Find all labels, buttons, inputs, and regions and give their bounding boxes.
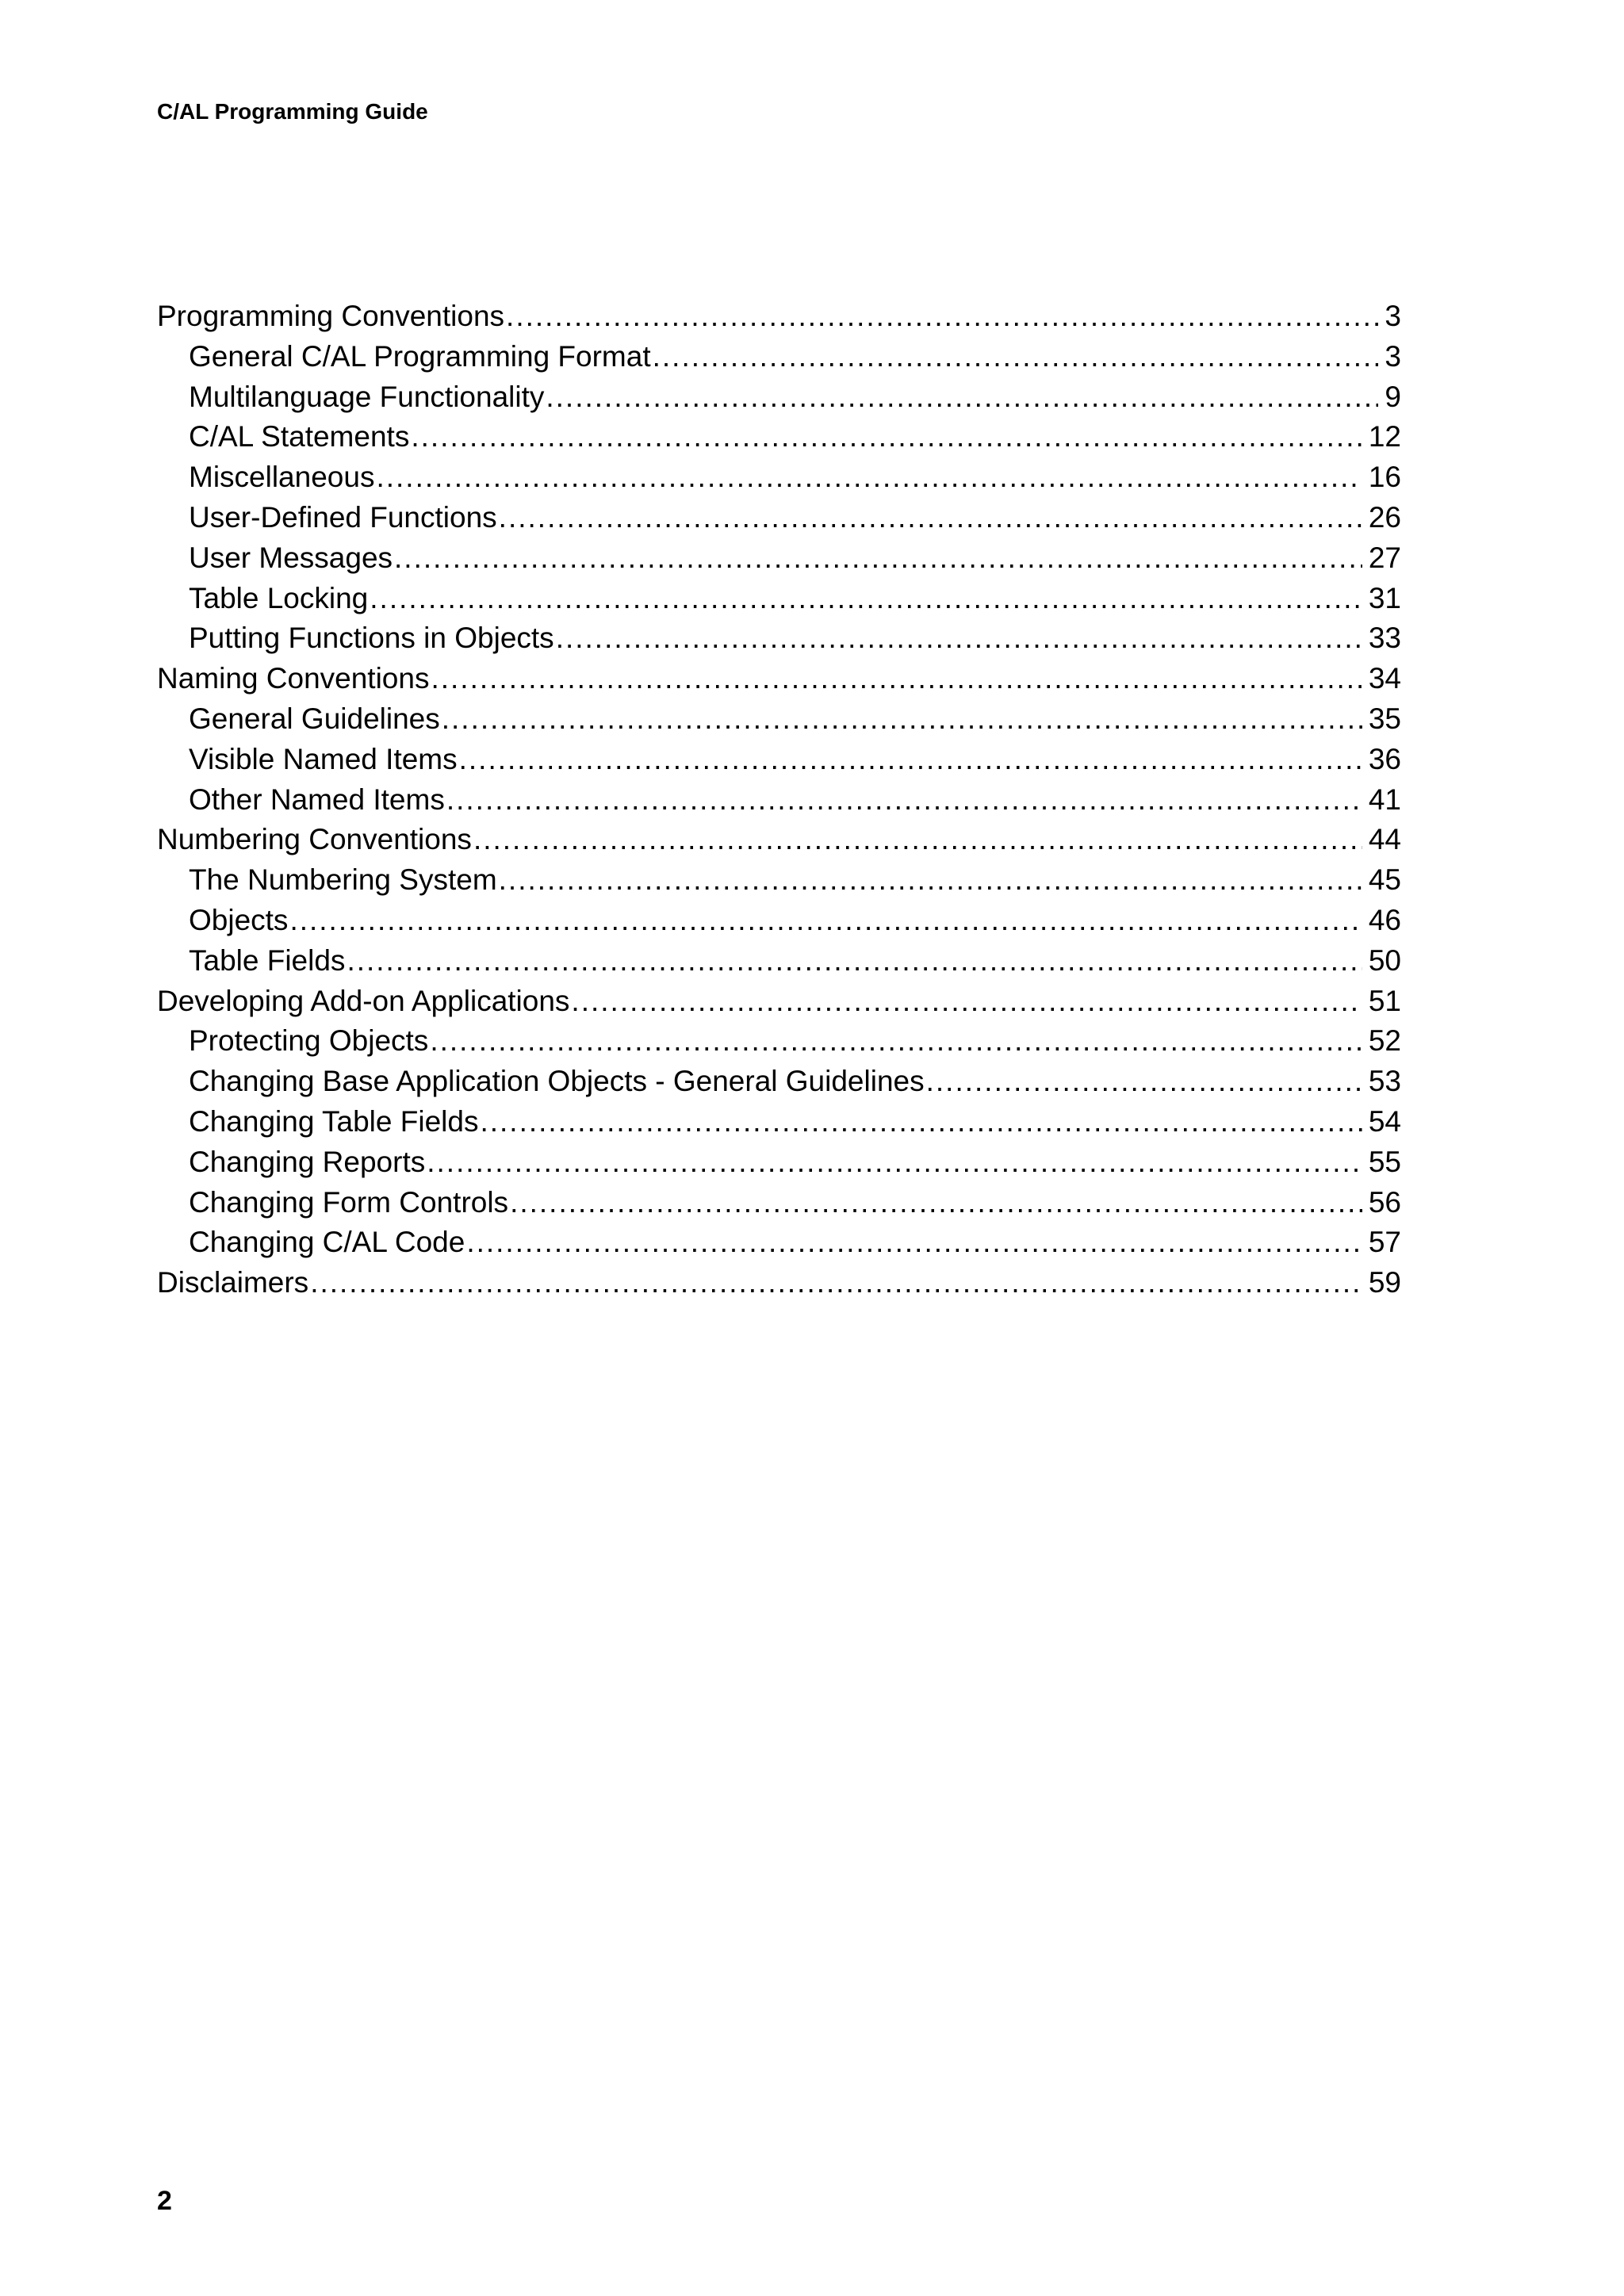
toc-subsection-entry[interactable] <box>157 377 1401 418</box>
toc-entry-page: 3 <box>1385 300 1401 332</box>
toc-entry-page: 57 <box>1368 1226 1401 1259</box>
toc-dot-leader <box>510 1183 1362 1223</box>
toc-entry-title: Miscellaneous <box>189 461 375 494</box>
toc-subsection-entry[interactable] <box>157 337 1401 377</box>
toc-entry-page: 31 <box>1368 581 1401 614</box>
toc-entry-title: Developing Add-on Applications <box>157 984 570 1017</box>
toc-subsection-entry[interactable] <box>157 699 1401 740</box>
toc-entry-title: User Messages <box>189 541 393 574</box>
toc-entry-title: General Guidelines <box>189 702 440 735</box>
toc-dot-leader <box>430 1021 1362 1062</box>
toc-dot-leader <box>480 1102 1362 1142</box>
page-number: 2 <box>157 2186 172 2216</box>
toc-dot-leader <box>546 377 1378 418</box>
toc-entry-page: 34 <box>1368 662 1401 695</box>
toc-entry-title: Programming Conventions <box>157 300 505 332</box>
toc-entry-page: 3 <box>1385 339 1401 373</box>
table-of-contents <box>157 297 1401 1303</box>
toc-entry-page: 12 <box>1368 420 1401 453</box>
toc-subsection-entry[interactable] <box>157 1142 1401 1183</box>
toc-entry-title: Naming Conventions <box>157 662 430 695</box>
toc-entry-page: 56 <box>1368 1185 1401 1219</box>
toc-subsection-entry[interactable] <box>157 457 1401 498</box>
toc-entry-title: Objects <box>189 903 289 936</box>
toc-subsection-entry[interactable] <box>157 1021 1401 1062</box>
toc-entry-page: 33 <box>1368 622 1401 655</box>
toc-entry-title: The Numbering System <box>189 863 497 897</box>
toc-entry-title: Changing Table Fields <box>189 1104 479 1138</box>
toc-entry-page: 36 <box>1368 742 1401 775</box>
toc-entry-title: Protecting Objects <box>189 1024 429 1058</box>
toc-entry-page: 50 <box>1368 943 1401 977</box>
toc-subsection-entry[interactable] <box>157 498 1401 538</box>
toc-dot-leader <box>289 901 1362 941</box>
toc-entry-page: 9 <box>1385 380 1401 413</box>
toc-entry-page: 53 <box>1368 1065 1401 1098</box>
toc-entry-page: 51 <box>1368 984 1401 1017</box>
toc-entry-title: Other Named Items <box>189 783 445 816</box>
toc-dot-leader <box>653 337 1379 377</box>
toc-section-entry[interactable] <box>157 820 1401 860</box>
toc-entry-title: Numbering Conventions <box>157 823 472 856</box>
toc-dot-leader <box>442 699 1362 740</box>
running-header: C/AL Programming Guide <box>157 99 428 124</box>
toc-dot-leader <box>431 659 1362 699</box>
toc-subsection-entry[interactable] <box>157 579 1401 619</box>
toc-dot-leader <box>394 538 1362 579</box>
toc-subsection-entry[interactable] <box>157 740 1401 780</box>
toc-subsection-entry[interactable] <box>157 901 1401 941</box>
toc-dot-leader <box>506 297 1378 337</box>
toc-entry-title: Multilanguage Functionality <box>189 380 545 413</box>
toc-entry-page: 41 <box>1368 783 1401 816</box>
toc-entry-title: Table Fields <box>189 943 346 977</box>
toc-dot-leader <box>370 579 1362 619</box>
toc-dot-leader <box>459 740 1362 780</box>
toc-entry-page: 26 <box>1368 500 1401 534</box>
toc-dot-leader <box>376 457 1362 498</box>
toc-section-entry[interactable] <box>157 982 1401 1022</box>
toc-entry-page: 16 <box>1368 461 1401 494</box>
toc-entry-page: 59 <box>1368 1266 1401 1299</box>
toc-subsection-entry[interactable] <box>157 1183 1401 1223</box>
toc-entry-title: Putting Functions in Objects <box>189 622 554 655</box>
toc-dot-leader <box>571 982 1362 1022</box>
toc-entry-title: Visible Named Items <box>189 742 458 775</box>
toc-entry-title: Table Locking <box>189 581 369 614</box>
toc-dot-leader <box>411 417 1362 457</box>
toc-subsection-entry[interactable] <box>157 417 1401 457</box>
toc-entry-page: 27 <box>1368 541 1401 574</box>
toc-dot-leader <box>926 1062 1362 1102</box>
toc-entry-page: 55 <box>1368 1145 1401 1178</box>
toc-entry-page: 45 <box>1368 863 1401 897</box>
toc-dot-leader <box>310 1263 1362 1303</box>
toc-dot-leader <box>446 780 1362 821</box>
toc-entry-page: 35 <box>1368 702 1401 735</box>
toc-dot-leader <box>427 1142 1362 1183</box>
toc-dot-leader <box>556 618 1362 659</box>
toc-subsection-entry[interactable] <box>157 941 1401 982</box>
toc-subsection-entry[interactable] <box>157 1223 1401 1263</box>
toc-entry-title: Changing Base Application Objects - General Guidelines <box>189 1065 925 1098</box>
toc-entry-title: Changing C/AL Code <box>189 1226 465 1259</box>
toc-dot-leader <box>499 498 1362 538</box>
toc-entry-page: 46 <box>1368 903 1401 936</box>
toc-dot-leader <box>499 860 1362 901</box>
toc-subsection-entry[interactable] <box>157 1102 1401 1142</box>
toc-dot-leader <box>466 1223 1362 1263</box>
toc-entry-title: General C/AL Programming Format <box>189 339 651 373</box>
toc-subsection-entry[interactable] <box>157 538 1401 579</box>
toc-entry-page: 44 <box>1368 823 1401 856</box>
toc-dot-leader <box>347 941 1362 982</box>
toc-section-entry[interactable] <box>157 297 1401 337</box>
toc-dot-leader <box>473 820 1362 860</box>
toc-section-entry[interactable] <box>157 659 1401 699</box>
toc-entry-title: Changing Form Controls <box>189 1185 509 1219</box>
toc-entry-title: User-Defined Functions <box>189 500 497 534</box>
toc-section-entry[interactable] <box>157 1263 1401 1303</box>
toc-entry-title: C/AL Statements <box>189 420 410 453</box>
toc-subsection-entry[interactable] <box>157 1062 1401 1102</box>
toc-entry-page: 54 <box>1368 1104 1401 1138</box>
toc-subsection-entry[interactable] <box>157 780 1401 821</box>
toc-entry-page: 52 <box>1368 1024 1401 1058</box>
toc-subsection-entry[interactable] <box>157 860 1401 901</box>
toc-subsection-entry[interactable] <box>157 618 1401 659</box>
toc-entry-title: Changing Reports <box>189 1145 426 1178</box>
toc-entry-title: Disclaimers <box>157 1266 309 1299</box>
